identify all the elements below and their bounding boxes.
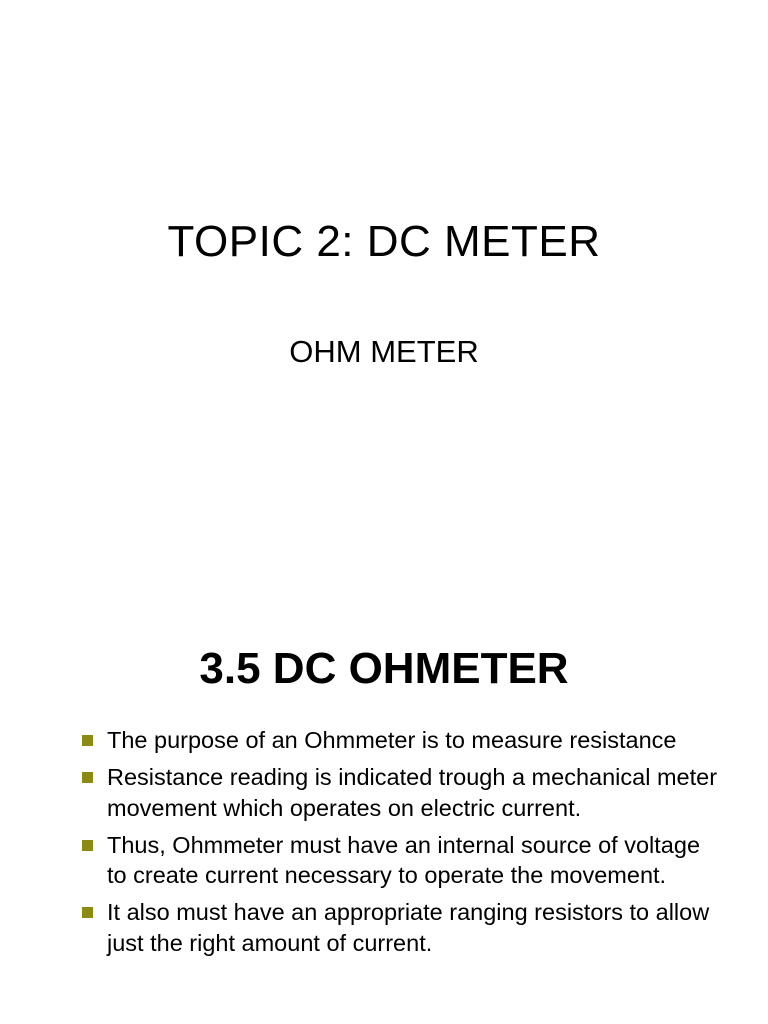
bullet-item [79, 830, 719, 891]
bullet-list [79, 725, 719, 965]
bullet-text: Resistance reading is indicated trough a mechanical meter movement which operates on electric current. [107, 764, 718, 821]
section-title: 3.5 DC OHMETER [199, 644, 569, 693]
bullet-text: Thus, Ohmmeter must have an internal source of voltage to create current necessary to operate the movement. [107, 831, 701, 888]
bullet-item [79, 897, 719, 958]
slide-subtitle: OHM METER [289, 334, 479, 369]
square-bullet-icon [82, 840, 93, 851]
square-bullet-icon [82, 772, 93, 783]
bullet-text: It also must have an appropriate ranging resistors to allow just the right amount of current. [107, 899, 710, 956]
slide-title: TOPIC 2: DC METER [167, 217, 601, 266]
bullet-item [79, 762, 719, 823]
content-slide [0, 560, 768, 1024]
bullet-text: The purpose of an Ohmmeter is to measure resistance [107, 727, 677, 753]
square-bullet-icon [82, 907, 93, 918]
bullet-item [79, 725, 719, 756]
square-bullet-icon [82, 735, 93, 746]
